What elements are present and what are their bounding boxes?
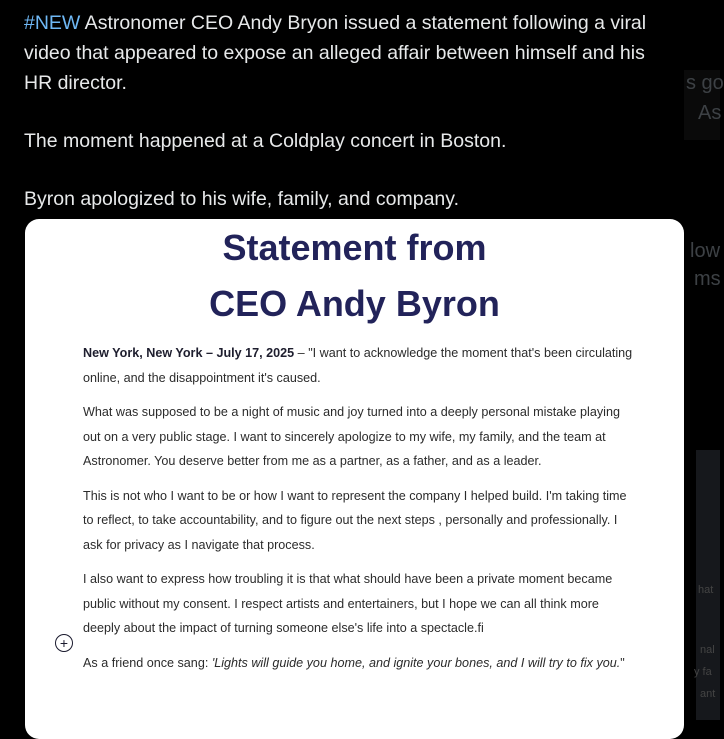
background-text: low (690, 240, 721, 262)
dateline: New York, New York – July 17, 2025 (83, 346, 295, 360)
background-text: y fa (694, 666, 712, 678)
statement-title: CEO Andy Byron (209, 283, 500, 324)
statement-paragraph: What was supposed to be a night of music and joy turned into a deeply personal mistake playing out on a very public stage. I want to sincerely apologize to my wife, my family, and the team at Astronomer. You deserve better from me as a partner, as a father, and as a leader. (83, 405, 620, 468)
statement-paragraph (83, 651, 635, 676)
statement-title: Statement from (222, 227, 487, 268)
song-quote: 'Lights will guide you home, and ignite your bones, and I will try to fix you. (211, 655, 621, 670)
statement-text: – "I want to acknowledge the moment that's been circulating online, and the disappointment it's caused. (83, 346, 633, 385)
background-text: hat (698, 584, 714, 596)
statement-paragraph (83, 341, 635, 390)
statement-body (83, 341, 635, 685)
statement-paragraph: I also want to express how troubling it is that what should have been a private moment became public without my consent. I respect artists and entertainers, but I hope we can all think more deeply about the impact of turning someone else's life into a spectacle.fi (83, 572, 613, 635)
background-text: As (698, 102, 722, 124)
statement-text: As a friend once sang: (83, 655, 212, 670)
tweet-text (24, 8, 674, 242)
background-text: ms (694, 268, 721, 290)
background-text: ant (700, 688, 716, 700)
hashtag-link[interactable]: #NEW (24, 12, 81, 34)
background-text: s go (686, 72, 724, 94)
statement-paragraph: This is not who I want to be or how I want to represent the company I helped build. I'm taking time to reflect, to take accountability, and to figure out the next steps , personally and professionally. I ask for privacy as I navigate that process. (83, 488, 627, 552)
tweet-text-line: The moment happened at a Coldplay concert in Boston. (24, 130, 507, 152)
plus-icon[interactable]: + (55, 634, 73, 652)
tweet-text-line: Astronomer CEO Andy Bryon issued a statement following a viral video that appeared to expose an alleged affair between himself and his HR director. (24, 12, 647, 94)
background-text: nal (700, 644, 715, 656)
statement-text: " (620, 655, 625, 670)
statement-image[interactable] (25, 219, 684, 739)
tweet-text-line: Byron apologized to his wife, family, and company. (24, 188, 459, 210)
